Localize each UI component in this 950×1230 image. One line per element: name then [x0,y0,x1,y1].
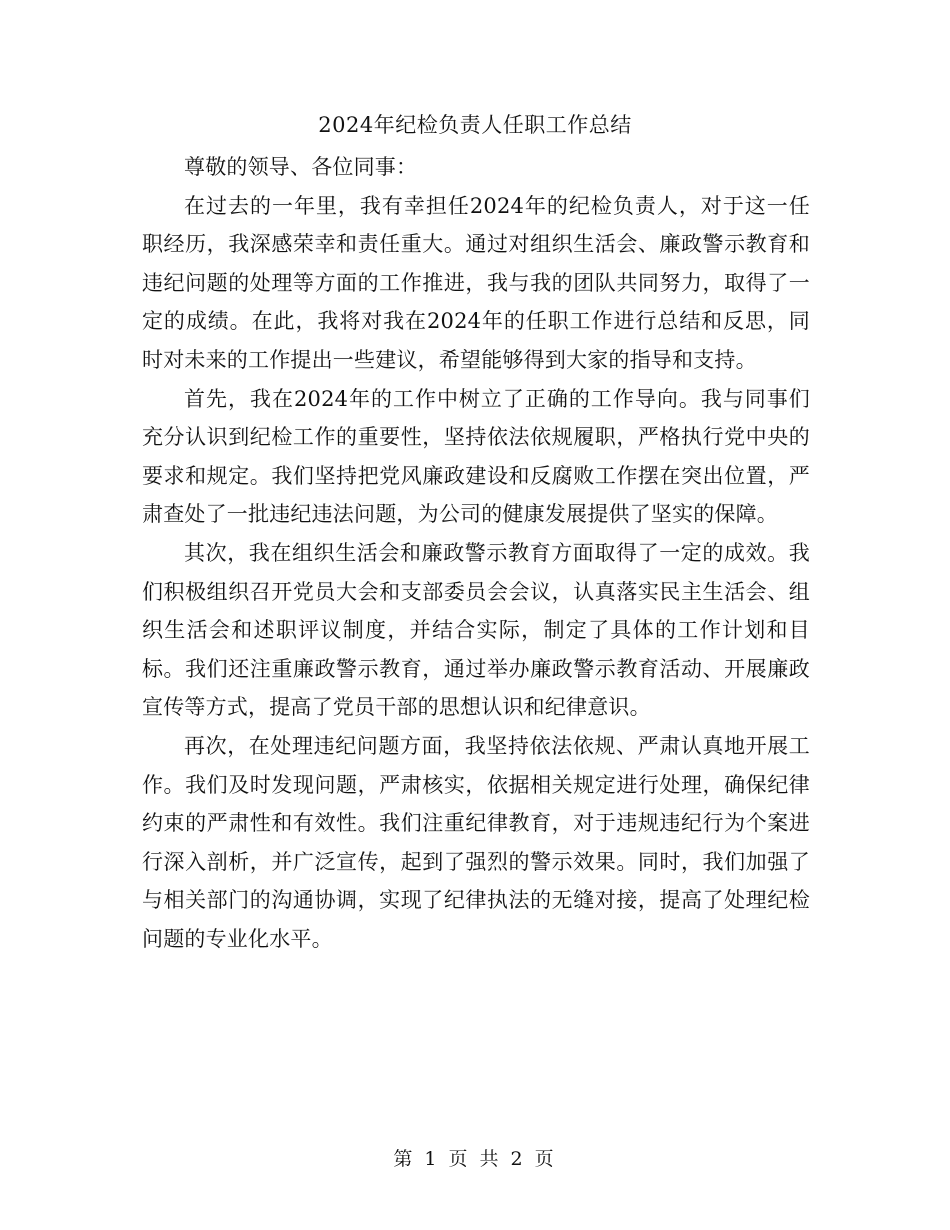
document-body [142,148,810,958]
page-number: 第 1 页 共 2 页 [393,1148,557,1170]
paragraph-first: 首先，我在2024年的工作中树立了正确的工作导向。我与同事们充分认识到纪检工作的重要性，坚持依法依规履职，严格执行党中央的要求和规定。我们坚持把党风廉政建设和反腐败工作摆在突出位置，严肃查处了一批违纪违法问题，为公司的健康发展提供了坚实的保障。 [142,386,810,527]
paragraph-intro: 在过去的一年里，我有幸担任2024年的纪检负责人，对于这一任职经历，我深感荣幸和责任重大。通过对组织生活会、廉政警示教育和违纪问题的处理等方面的工作推进，我与我的团队共同努力，取得了一定的成绩。在此，我将对我在2024年的任职工作进行总结和反思，同时对未来的工作提出一些建议，希望能够得到大家的指导和支持。 [142,193,810,372]
salutation: 尊敬的领导、各位同事： [184,155,418,179]
page-footer [0,1144,950,1174]
paragraph-second: 其次，我在组织生活会和廉政警示教育方面取得了一定的成效。我们积极组织召开党员大会和支部委员会会议，认真落实民主生活会、组织生活会和述职评议制度，并结合实际，制定了具体的工作计划和目标。我们还注重廉政警示教育，通过举办廉政警示教育活动、开展廉政宣传等方式，提高了党员干部的思想认识和纪律意识。 [142,540,810,720]
paragraph-third: 再次，在处理违纪问题方面，我坚持依法依规、严肃认真地开展工作。我们及时发现问题，严肃核实，依据相关规定进行处理，确保纪律约束的严肃性和有效性。我们注重纪律教育，对于违规违纪行为个案进行深入剖析，并广泛宣传，起到了强烈的警示效果。同时，我们加强了与相关部门的沟通协调，实现了纪律执法的无缝对接，提高了处理纪检问题的专业化水平。 [142,733,810,951]
document-title: 2024年纪检负责人任职工作总结 [318,113,632,137]
